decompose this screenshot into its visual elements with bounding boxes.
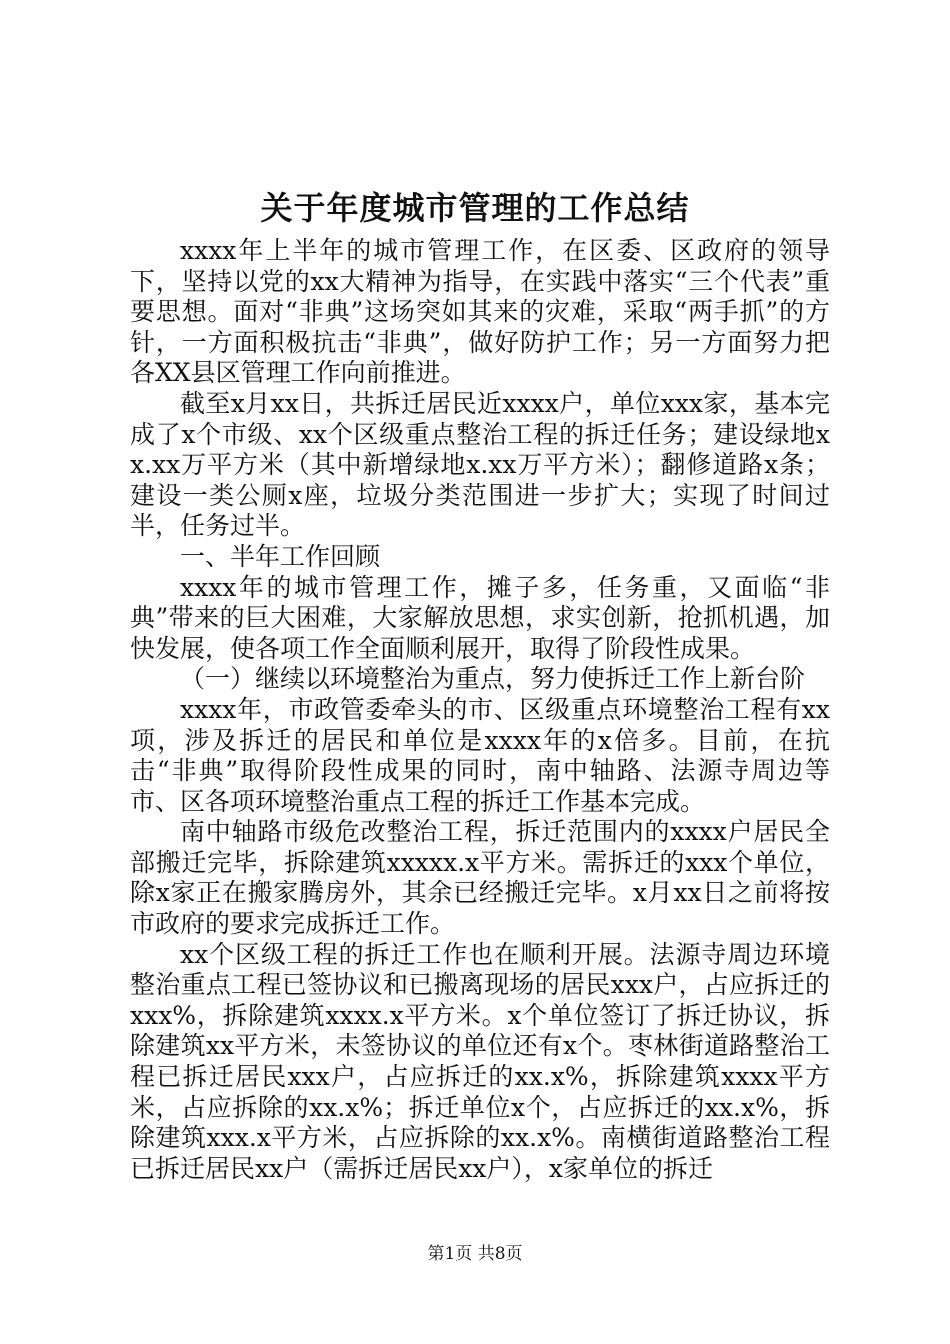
paragraph-review: xxxx年的城市管理工作，摊子多，任务重，又面临“非典”带来的巨大困难，大家解放思想，求实创新，抢抓机遇，加快发展，使各项工作全面顺利展开，取得了阶段性成果。 [130,572,830,663]
paragraph-projects: xxxx年，市政管委牵头的市、区级重点环境整治工程有xx项，涉及拆迁的居民和单位是xxxx年的x倍多。目前，在抗击“非典”取得阶段性成果的同时，南中轴路、法源寺周边等市、区各项环境整治重点工程的拆迁工作基本完成。 [130,694,830,816]
paragraph-intro: xxxx年上半年的城市管理工作，在区委、区政府的领导下，坚持以党的xx大精神为指导，在实践中落实“三个代表”重要思想。面对“非典”这场突如其来的灾难，采取“两手抓”的方针，一方面积极抗击“非典”，做好防护工作；另一方面努力把各XX县区管理工作向前推进。 [130,236,830,388]
paragraph-south-axis: 南中轴路市级危改整治工程，拆迁范围内的xxxx户居民全部搬迁完毕，拆除建筑xxxxx.x平方米。需拆迁的xxx个单位，除x家正在搬家腾房外，其余已经搬迁完毕。x月xx日之前将按市政府的要求完成拆迁工作。 [130,817,830,939]
paragraph-summary: 截至x月xx日，共拆迁居民近xxxx户，单位xxx家，基本完成了x个市级、xx个区级重点整治工程的拆迁任务；建设绿地xx.xx万平方米（其中新增绿地x.xx万平方米）；翻修道路x条；建设一类公厕x座，垃圾分类范围进一步扩大；实现了时间过半，任务过半。 [130,388,830,541]
paragraph-district-projects: xx个区级工程的拆迁工作也在顺利开展。法源寺周边环境整治重点工程已签协议和已搬离现场的居民xxx户，占应拆迁的xxx%，拆除建筑xxxx.x平方米。x个单位签订了拆迁协议，拆除建筑xx平方米，未签协议的单位还有x个。枣林街道路整治工程已拆迁居民xxx户，占应拆迁的xx.x%，拆除建筑xxxx平方米，占应拆除的xx.x%；拆迁单位x个，占应拆迁的xx.x%，拆除建筑xxx.x平方米，占应拆除的xx.x%。南横街道路整治工程已拆迁居民xx户（需拆迁居民xx户），x家单位的拆迁 [130,939,830,1183]
page-number: 第1页 共8页 [427,1244,523,1264]
section-heading-review: 一、半年工作回顾 [180,541,381,571]
subsection-heading-environment: （一）继续以环境整治为重点，努力使拆迁工作上新台阶 [180,664,806,694]
document-title: 关于年度城市管理的工作总结 [260,189,690,227]
document-body [130,236,830,1184]
